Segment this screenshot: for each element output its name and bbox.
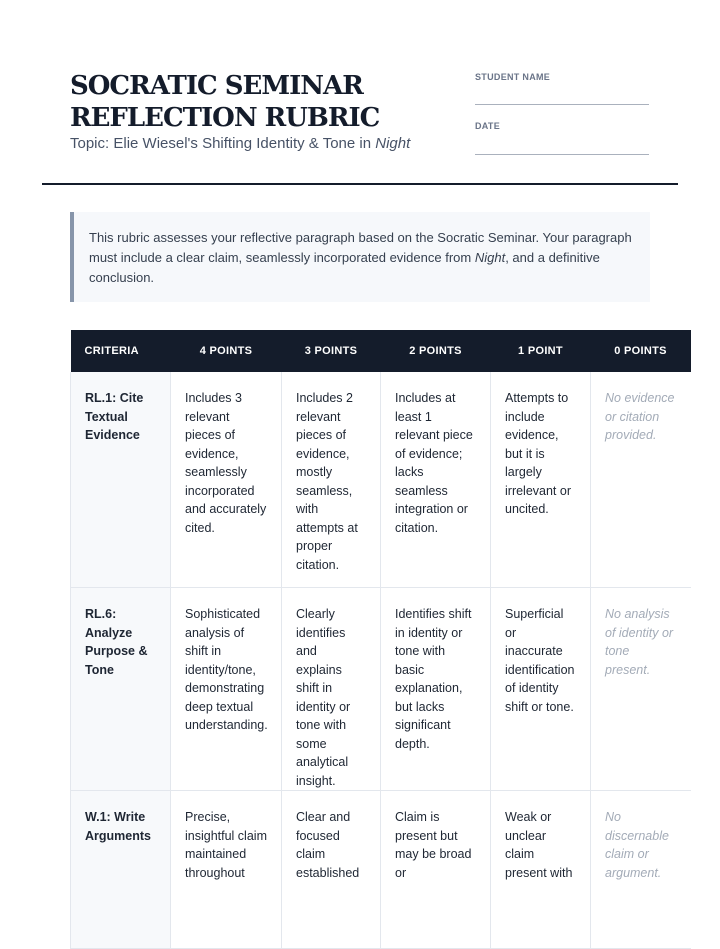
table-header-row — [71, 330, 691, 372]
rubric-table-container[interactable] — [70, 330, 675, 890]
table-cell: Precise, insightful claim maintained throughout — [171, 791, 282, 949]
table-cell: Clearly identifies and explains shift in identity or tone with some analytical insight. — [282, 588, 381, 791]
criteria-cell: RL.1: Cite Textual Evidence — [71, 372, 171, 588]
table-cell: Includes 2 relevant pieces of evidence, mostly seamless, with attempts at proper citation. — [282, 372, 381, 588]
date-field[interactable] — [475, 154, 649, 155]
table-cell: Clear and focused claim established — [282, 791, 381, 949]
intro-book-title: Night — [474, 250, 506, 265]
table-row — [71, 588, 691, 791]
table-cell: No discernable claim or argument. — [591, 791, 691, 949]
topic-line — [70, 135, 410, 152]
header-divider — [42, 183, 678, 185]
table-cell: Attempts to include evidence, but it is largely irrelevant or uncited. — [491, 372, 591, 588]
column-header: 1 POINT — [491, 330, 591, 372]
table-row — [71, 791, 691, 949]
table-cell: Claim is present but may be broad or — [381, 791, 491, 949]
table-cell: Sophisticated analysis of shift in identity/tone, demonstrating deep textual understanding. — [171, 588, 282, 791]
table-cell: Weak or unclear claim present with — [491, 791, 591, 949]
student-name-field[interactable] — [475, 104, 649, 105]
intro-text-end: , and a definitive conclusion. — [89, 250, 600, 285]
page-title: SOCRATIC SEMINAR REFLECTION RUBRIC — [70, 71, 380, 133]
table-cell: Includes at least 1 relevant piece of evidence; lacks seamless integration or citation. — [381, 372, 491, 588]
date-label: DATE — [475, 121, 501, 131]
table-cell: Superficial or inaccurate identification of identity shift or tone. — [491, 588, 591, 791]
rubric-header — [0, 0, 720, 186]
table-cell: No analysis of identity or tone present. — [591, 588, 691, 791]
topic-book-title: Night — [375, 135, 411, 152]
intro-text: This rubric assesses your reflective paragraph based on the Socratic Seminar. Your paragraph must include a clear claim, seamlessly incorporated evidence from — [89, 230, 632, 265]
column-header: 0 POINTS — [591, 330, 691, 372]
table-cell: Identifies shift in identity or tone with basic explanation, but lacks significant depth. — [381, 588, 491, 791]
column-header: 2 POINTS — [381, 330, 491, 372]
table-cell: Includes 3 relevant pieces of evidence, seamlessly incorporated and accurately cited. — [171, 372, 282, 588]
column-header: 3 POINTS — [282, 330, 381, 372]
topic-text: Topic: Elie Wiesel's Shifting Identity & Tone in — [70, 135, 376, 152]
rubric-table — [70, 330, 691, 949]
criteria-cell: RL.6: Analyze Purpose & Tone — [71, 588, 171, 791]
column-header: 4 POINTS — [171, 330, 282, 372]
table-row — [71, 372, 691, 588]
student-name-label: STUDENT NAME — [475, 72, 551, 82]
column-header: CRITERIA — [71, 330, 171, 372]
criteria-cell: W.1: Write Arguments — [71, 791, 171, 949]
intro-callout — [70, 212, 650, 302]
table-cell: No evidence or citation provided. — [591, 372, 691, 588]
